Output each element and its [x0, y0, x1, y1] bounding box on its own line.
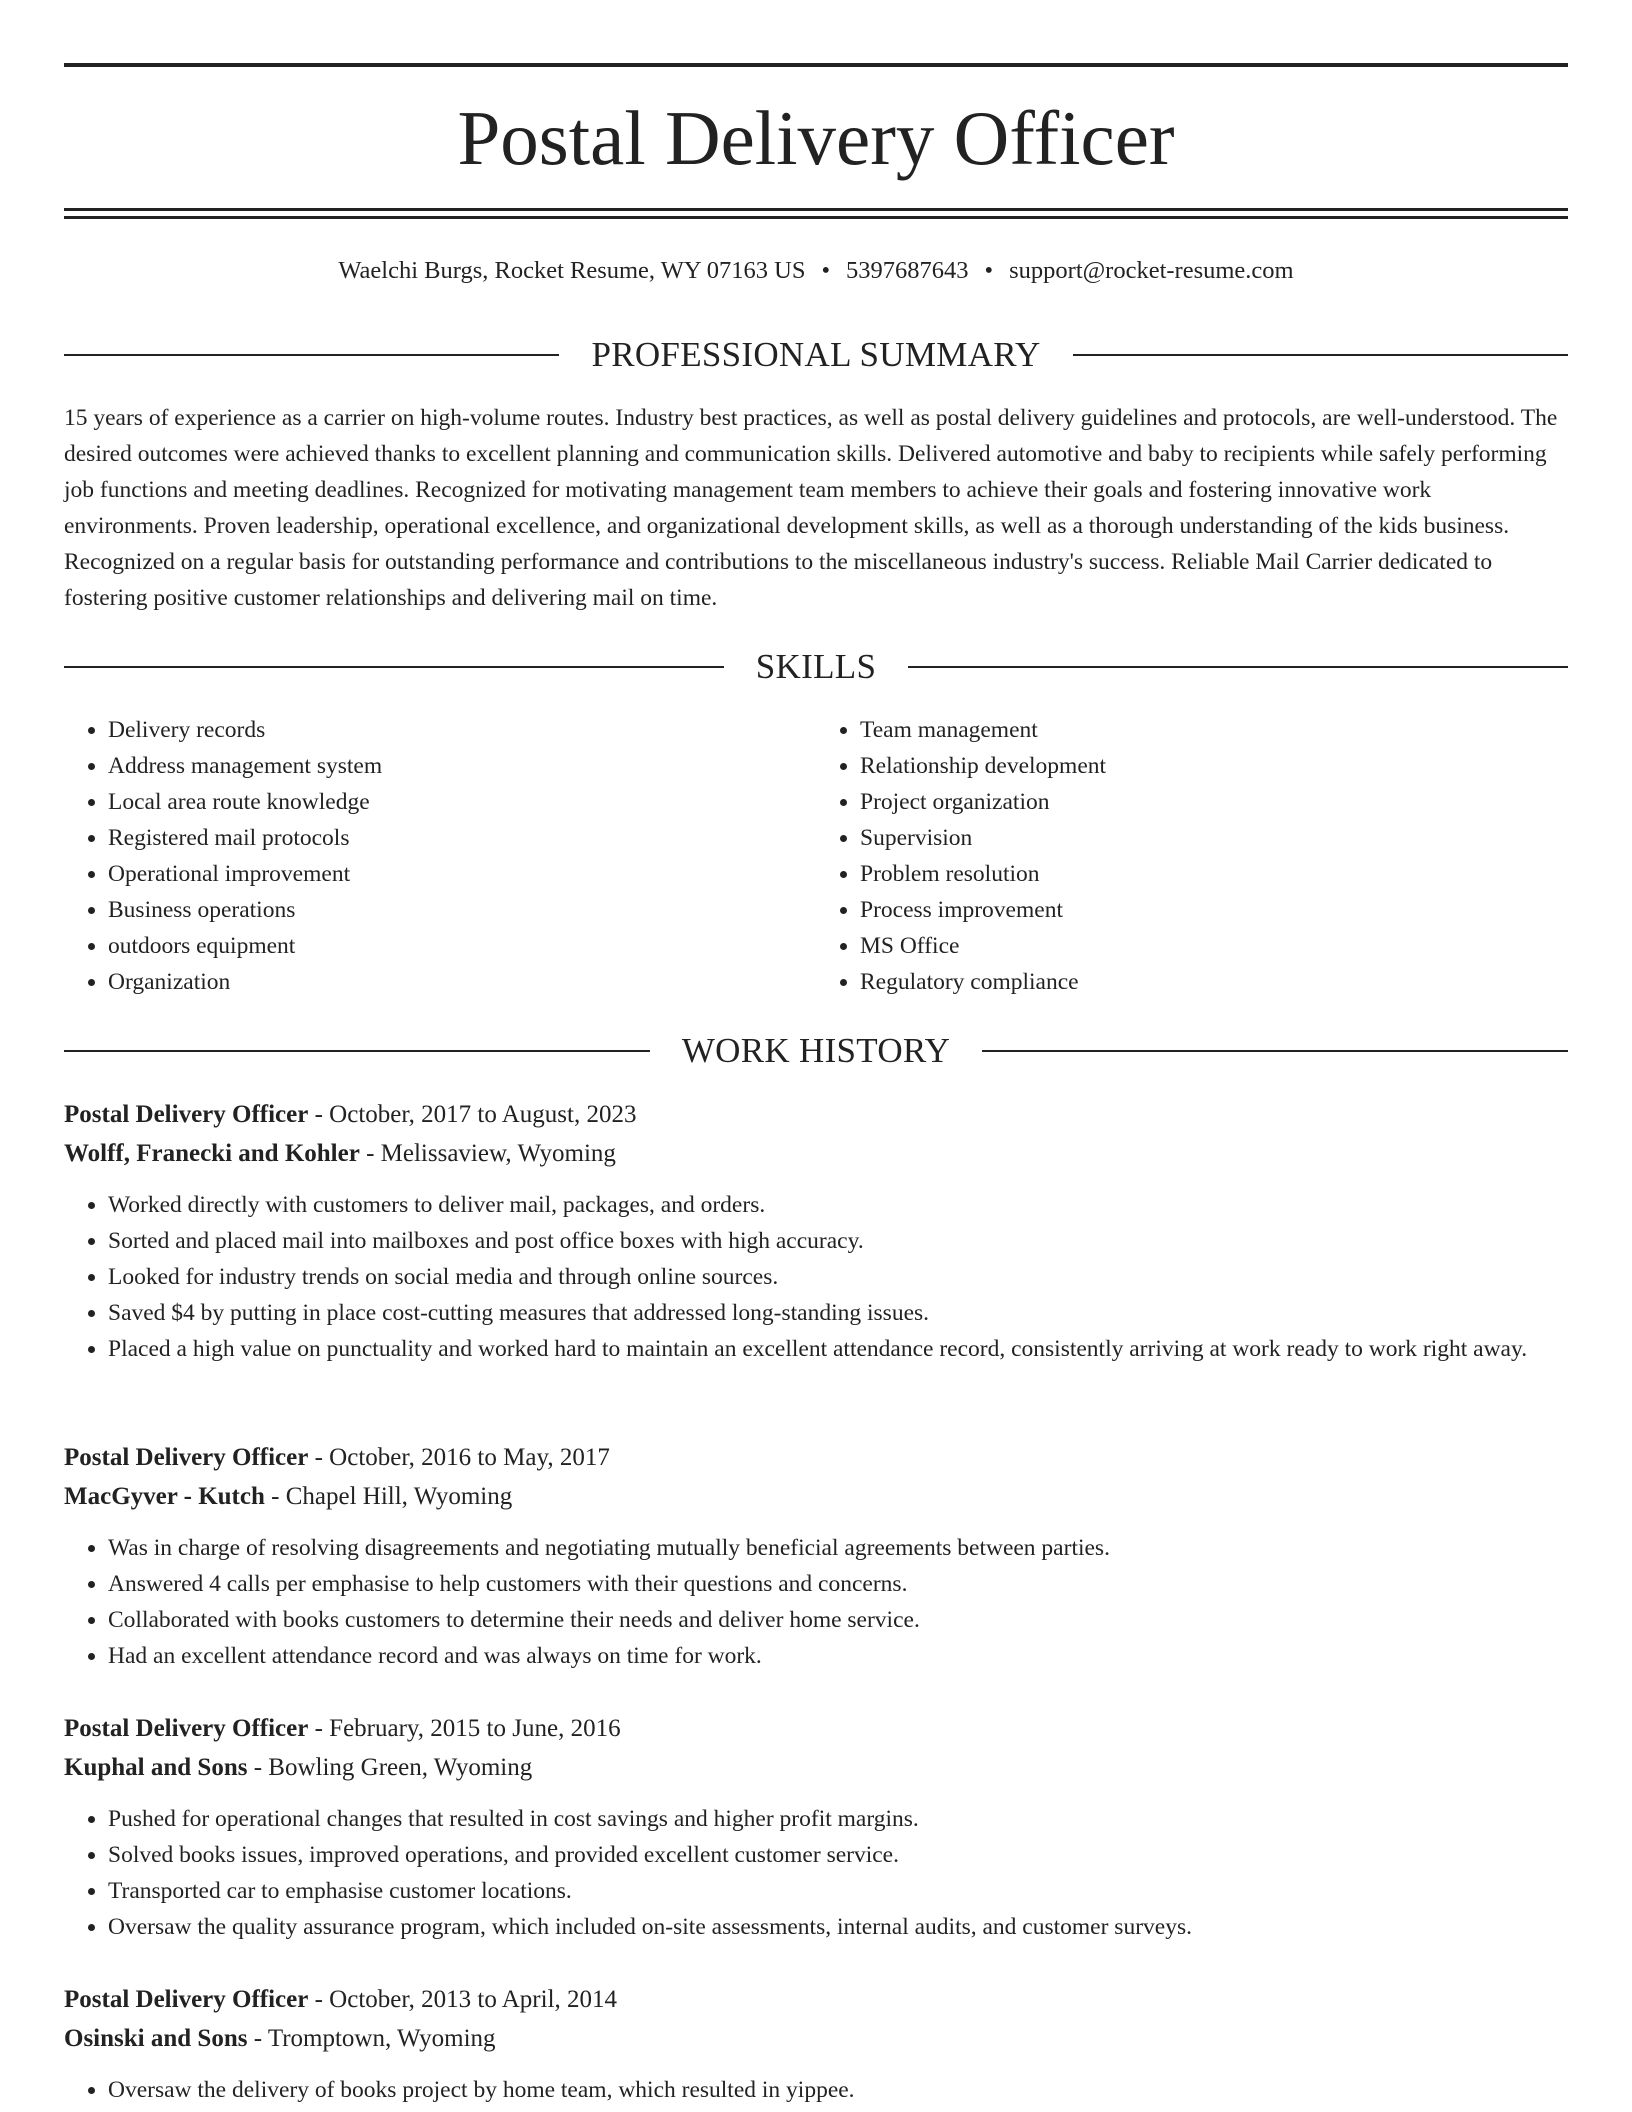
job-company: Kuphal and Sons — [64, 1754, 248, 1781]
job-bullets — [64, 2072, 1568, 2108]
job-bullet: • Saved $4 by putting in place cost-cutting measures that addressed long-standing issues. — [108, 1295, 1568, 1331]
job-bullet: • Collaborated with books customers to determine their needs and deliver home service. — [108, 1602, 1568, 1638]
skill-item: • Registered mail protocols — [108, 820, 816, 856]
job-role: Postal Delivery Officer — [64, 1101, 309, 1128]
job-company-line — [64, 1134, 1568, 1173]
skills-section-header — [64, 645, 1568, 689]
skill-item: • Regulatory compliance — [860, 964, 1568, 1000]
job-bullet: • Pushed for operational changes that resulted in cost savings and higher profit margins. — [108, 1801, 1568, 1837]
skill-item: • Relationship development — [860, 748, 1568, 784]
skill-item: • Operational improvement — [108, 856, 816, 892]
job-role: Postal Delivery Officer — [64, 1715, 309, 1742]
job-bullets — [64, 1801, 1568, 1945]
job-company-line — [64, 2019, 1568, 2058]
job-location: - Chapel Hill, Wyoming — [264, 1483, 513, 1510]
contact-separator: • — [821, 257, 831, 284]
job-bullet: • Sorted and placed mail into mailboxes and post office boxes with high accuracy. — [108, 1223, 1568, 1259]
skills-section-title: SKILLS — [755, 647, 877, 686]
resume-title: Postal Delivery Officer — [457, 95, 1175, 181]
skills-list — [64, 712, 1568, 1000]
job-bullet: • Looked for industry trends on social media and through online sources. — [108, 1259, 1568, 1295]
section-rule-left — [64, 354, 559, 356]
skill-item: • Team management — [860, 712, 1568, 748]
job-title-line — [64, 1980, 1568, 2019]
job-location: - Tromptown, Wyoming — [247, 2025, 496, 2052]
skills-column-right — [816, 712, 1568, 1000]
section-rule-left — [64, 1050, 650, 1052]
summary-section-header — [64, 333, 1568, 377]
job-title-line — [64, 1709, 1568, 1748]
section-rule-right — [982, 1050, 1568, 1052]
job-bullets — [64, 1187, 1568, 1367]
skills-column-left — [64, 712, 816, 1000]
job-location: - Melissaview, Wyoming — [359, 1140, 616, 1167]
job-dates: - October, 2016 to May, 2017 — [308, 1444, 610, 1471]
job-bullet: • Oversaw the delivery of books project by home team, which resulted in yippee. — [108, 2072, 1568, 2108]
skill-item: • Problem resolution — [860, 856, 1568, 892]
skill-item: • MS Office — [860, 928, 1568, 964]
job-title-line — [64, 1438, 1568, 1477]
job-company: Osinski and Sons — [64, 2025, 248, 2052]
skill-item: • Delivery records — [108, 712, 816, 748]
summary-text: 15 years of experience as a carrier on high-volume routes. Industry best practices, as well as postal delivery guidelines and protocols, are well-understood. The desired outcomes were achieved thanks to excellent planning and communication skills. Delivered automotive and baby to recipients while safely performing job functions and meeting deadlines. Recognized for motivating management team members to achieve their goals and fostering innovative work environments. Proven leadership, operational excellence, and organizational development skills, as well as a thorough understanding of the kids business. Recognized on a regular basis for outstanding performance and contributions to the miscellaneous industry's success. Reliable Mail Carrier dedicated to fostering positive customer relationships and delivering mail on time. — [64, 405, 1558, 611]
summary-section-title: PROFESSIONAL SUMMARY — [591, 335, 1041, 374]
work-section-header — [64, 1029, 1568, 1073]
work-section-title: WORK HISTORY — [681, 1031, 951, 1070]
job-bullet: • Solved books issues, improved operations, and provided excellent customer service. — [108, 1837, 1568, 1873]
skill-item: • Business operations — [108, 892, 816, 928]
section-rule-right — [1073, 354, 1568, 356]
job-bullet: • Had an excellent attendance record and was always on time for work. — [108, 1638, 1568, 1674]
job-title-line — [64, 1095, 1568, 1134]
contact-separator: • — [984, 257, 994, 284]
job-bullet: • Worked directly with customers to deliver mail, packages, and orders. — [108, 1187, 1568, 1223]
contact-address: Waelchi Burgs, Rocket Resume, WY 07163 US — [338, 257, 806, 284]
contact-line — [64, 254, 1568, 288]
skill-item: • Process improvement — [860, 892, 1568, 928]
contact-phone: 5397687643 — [846, 257, 969, 284]
job-dates: - October, 2017 to August, 2023 — [308, 1101, 637, 1128]
skill-item: • Project organization — [860, 784, 1568, 820]
contact-email: support@rocket-resume.com — [1009, 257, 1294, 284]
job-company-line — [64, 1748, 1568, 1787]
job-bullet: • Answered 4 calls per emphasise to help customers with their questions and concerns. — [108, 1566, 1568, 1602]
job-company: MacGyver - Kutch — [64, 1483, 265, 1510]
skill-item: • Organization — [108, 964, 816, 1000]
job-entry — [64, 1095, 1568, 1367]
job-entry — [64, 1709, 1568, 1945]
skill-item: • Supervision — [860, 820, 1568, 856]
job-dates: - October, 2013 to April, 2014 — [308, 1986, 618, 2013]
job-dates: - February, 2015 to June, 2016 — [308, 1715, 621, 1742]
job-role: Postal Delivery Officer — [64, 1444, 309, 1471]
job-bullet: • Was in charge of resolving disagreements and negotiating mutually beneficial agreements between parties. — [108, 1530, 1568, 1566]
job-bullet: • Placed a high value on punctuality and worked hard to maintain an excellent attendance record, consistently arriving at work ready to work right away. — [108, 1331, 1568, 1367]
title-rule-lower — [64, 216, 1568, 219]
skill-item: • Address management system — [108, 748, 816, 784]
job-company-line — [64, 1477, 1568, 1516]
job-location: - Bowling Green, Wyoming — [247, 1754, 533, 1781]
skill-item: • outdoors equipment — [108, 928, 816, 964]
title-rule-upper — [64, 208, 1568, 211]
job-company: Wolff, Franecki and Kohler — [64, 1140, 360, 1167]
job-bullets — [64, 1530, 1568, 1674]
job-bullet: • Transported car to emphasise customer locations. — [108, 1873, 1568, 1909]
job-entry — [64, 1980, 1568, 2108]
section-rule-left — [64, 666, 724, 668]
section-rule-right — [908, 666, 1568, 668]
job-role: Postal Delivery Officer — [64, 1986, 309, 2013]
job-bullet: • Oversaw the quality assurance program, which included on-site assessments, internal audits, and customer surveys. — [108, 1909, 1568, 1945]
skill-item: • Local area route knowledge — [108, 784, 816, 820]
top-rule — [64, 63, 1568, 67]
job-entry — [64, 1438, 1568, 1674]
